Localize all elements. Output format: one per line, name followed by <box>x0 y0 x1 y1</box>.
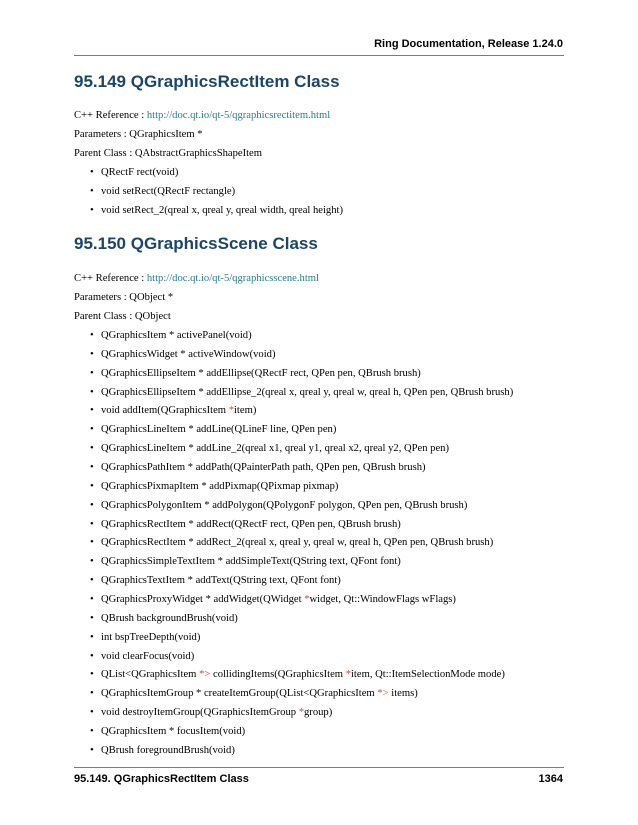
bullet-icon: • <box>90 167 94 178</box>
bullet-icon: • <box>90 367 94 379</box>
bullet-icon: • <box>90 348 94 360</box>
method-item <box>90 556 401 568</box>
bullet-icon: • <box>90 462 94 473</box>
bullet-icon: • <box>90 424 94 436</box>
method-item <box>90 443 449 455</box>
method-text: QGraphicsPolygonItem * addPolygon(QPolygonF polygon, QPen pen, QBrush brush) <box>101 499 468 511</box>
method-item <box>90 575 341 587</box>
section-title-qgraphicsrectitem: 95.149 QGraphicsRectItem Class <box>74 72 340 91</box>
method-item <box>90 368 421 380</box>
method-text: QGraphicsTextItem * addText(QString text, QFont font) <box>101 575 341 586</box>
method-item <box>90 707 332 719</box>
bullet-icon: • <box>90 650 94 662</box>
method-item <box>90 613 238 625</box>
bullet-icon: • <box>90 744 94 756</box>
method-text: widget, Qt::WindowFlags wFlags) <box>309 593 456 605</box>
method-item <box>90 186 235 198</box>
method-text: QRectF rect(void) <box>101 167 179 178</box>
method-item <box>90 481 338 493</box>
method-item <box>90 651 194 663</box>
method-text: group) <box>304 707 333 718</box>
method-item <box>90 462 426 474</box>
method-item <box>90 632 200 644</box>
method-text: QGraphicsRectItem * addRect_2(qreal x, qreal y, qreal w, qreal h, QPen pen, QBrush brush) <box>101 537 494 549</box>
method-text: QGraphicsItem * focusItem(void) <box>101 725 246 737</box>
bullet-icon: • <box>90 707 94 718</box>
pointer-marker: * <box>304 593 310 605</box>
cpp-reference <box>74 273 319 285</box>
parameters-line: Parameters : QObject * <box>74 292 174 303</box>
bullet-icon: • <box>90 386 94 398</box>
pointer-marker: *> <box>377 688 389 700</box>
cpp-reference-link[interactable]: http://doc.qt.io/qt-5/qgraphicsrectitem.html <box>146 110 331 121</box>
method-text: QGraphicsPathItem * addPath(QPainterPath path, QPen pen, QBrush brush) <box>101 462 426 473</box>
method-item <box>90 537 493 549</box>
method-text: QGraphicsEllipseItem * addEllipse_2(qreal x, qreal y, qreal w, qreal h, QPen pen, QBrush brush) <box>101 386 514 398</box>
method-item <box>90 405 256 417</box>
method-item <box>90 167 178 179</box>
method-item <box>90 688 418 700</box>
cpp-reference <box>74 110 330 122</box>
method-text: void setRect_2(qreal x, qreal y, qreal width, qreal height) <box>101 204 344 216</box>
pointer-marker: *> <box>199 669 211 681</box>
method-text: QGraphicsSimpleTextItem * addSimpleText(QString text, QFont font) <box>101 556 401 568</box>
method-text: QBrush foregroundBrush(void) <box>101 744 235 756</box>
pointer-marker: * <box>345 669 351 681</box>
parent-class-line: Parent Class : QAbstractGraphicsShapeItem <box>74 148 262 159</box>
bullet-icon: • <box>90 330 94 341</box>
parameters-line: Parameters : QGraphicsItem * <box>74 129 203 140</box>
page-number: 1364 <box>538 773 563 785</box>
cpp-reference-link[interactable]: http://doc.qt.io/qt-5/qgraphicsscene.html <box>146 273 319 284</box>
method-item <box>90 669 505 681</box>
bullet-icon: • <box>90 537 94 549</box>
bullet-icon: • <box>90 631 94 643</box>
method-text: QGraphicsLineItem * addLine(QLineF line, QPen pen) <box>101 424 337 436</box>
method-text: QGraphicsLineItem * addLine_2(qreal x1, qreal y1, qreal x2, qreal y2, QPen pen) <box>101 443 450 455</box>
parent-class-line: Parent Class : QObject <box>74 311 171 322</box>
method-item <box>90 387 513 399</box>
bullet-icon: • <box>90 518 94 530</box>
method-text: void setRect(QRectF rectangle) <box>101 185 236 197</box>
method-item <box>90 745 235 757</box>
method-text: collidingItems(QGraphicsItem <box>210 669 346 681</box>
header-divider <box>74 55 564 56</box>
method-text: QBrush backgroundBrush(void) <box>101 612 238 624</box>
bullet-icon: • <box>90 575 94 586</box>
bullet-icon: • <box>90 443 94 455</box>
method-text: QList<QGraphicsItem <box>101 669 200 681</box>
method-text: QGraphicsItemGroup * createItemGroup(QList<QGraphicsItem <box>101 688 378 700</box>
section-title-qgraphicsscene: 95.150 QGraphicsScene Class <box>74 234 318 253</box>
bullet-icon: • <box>90 405 94 417</box>
method-text: QGraphicsRectItem * addRect(QRectF rect, QPen pen, QBrush brush) <box>101 518 401 530</box>
method-text: void destroyItemGroup(QGraphicsItemGroup <box>101 707 299 718</box>
method-text: QGraphicsProxyWidget * addWidget(QWidget <box>101 593 305 605</box>
footer-divider <box>74 767 564 768</box>
method-text: void addItem(QGraphicsItem <box>101 405 229 417</box>
bullet-icon: • <box>90 204 94 216</box>
pointer-marker: * <box>228 405 234 417</box>
bullet-icon: • <box>90 480 94 492</box>
method-text: QGraphicsItem * activePanel(void) <box>101 330 252 341</box>
method-item <box>90 349 275 361</box>
method-text: item, Qt::ItemSelectionMode mode) <box>350 669 505 681</box>
bullet-icon: • <box>90 499 94 511</box>
footer-section-title: 95.149. QGraphicsRectItem Class <box>74 773 249 785</box>
method-item <box>90 330 252 342</box>
method-text: void clearFocus(void) <box>101 650 195 662</box>
bullet-icon: • <box>90 725 94 737</box>
cpp-reference-label: C++ Reference : <box>74 110 147 121</box>
method-text: QGraphicsEllipseItem * addEllipse(QRectF rect, QPen pen, QBrush brush) <box>101 367 421 379</box>
method-item <box>90 205 343 217</box>
method-item <box>90 519 401 531</box>
method-item <box>90 424 336 436</box>
method-text: items) <box>388 688 418 700</box>
method-text: int bspTreeDepth(void) <box>101 631 201 643</box>
method-text: item) <box>233 405 257 417</box>
method-item <box>90 500 467 512</box>
method-text: QGraphicsWidget * activeWindow(void) <box>101 348 276 360</box>
cpp-reference-label: C++ Reference : <box>74 273 147 284</box>
method-item <box>90 594 456 606</box>
method-text: QGraphicsPixmapItem * addPixmap(QPixmap pixmap) <box>101 480 339 492</box>
bullet-icon: • <box>90 593 94 605</box>
bullet-icon: • <box>90 185 94 197</box>
pointer-marker: * <box>298 707 304 718</box>
bullet-icon: • <box>90 556 94 568</box>
method-item <box>90 726 245 738</box>
running-header: Ring Documentation, Release 1.24.0 <box>374 38 563 50</box>
bullet-icon: • <box>90 612 94 624</box>
bullet-icon: • <box>90 688 94 700</box>
bullet-icon: • <box>90 669 94 681</box>
